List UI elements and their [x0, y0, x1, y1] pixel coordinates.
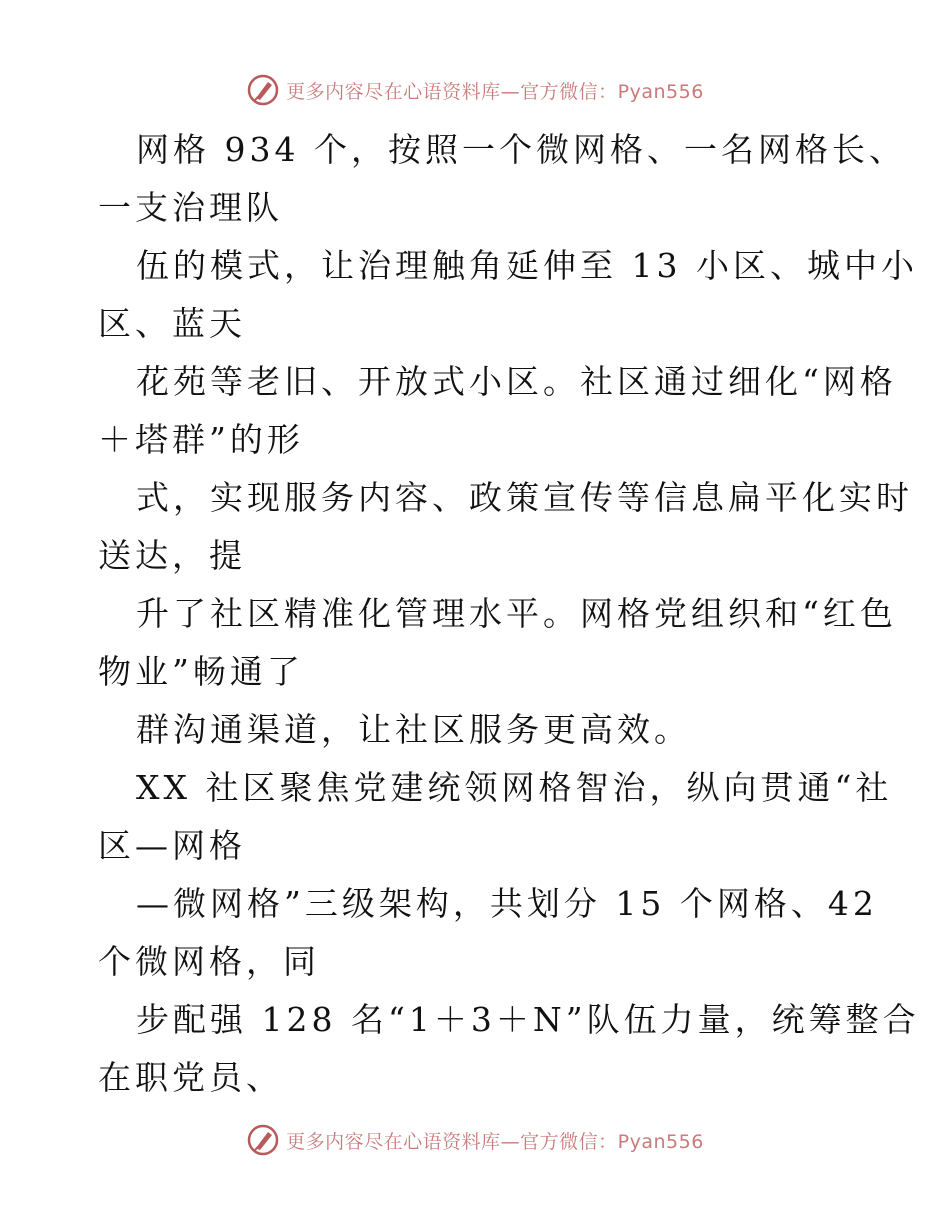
- paragraph-line: 一支治理队: [98, 188, 283, 227]
- paragraph-line: 区—网格: [98, 826, 246, 865]
- quill-pen-logo-icon: [246, 1123, 280, 1157]
- paragraph-line: 花苑等老旧、开放式小区。社区通过细化“网格: [136, 362, 897, 401]
- paragraph-line: ＋塔群”的形: [98, 420, 304, 459]
- paragraph-line: 网格 934 个，按照一个微网格、一名网格长、: [136, 130, 906, 169]
- watermark-text: 更多内容尽在心语资料库—官方微信：Pyan556: [286, 1130, 704, 1153]
- paragraph-line: 在职党员、: [98, 1058, 283, 1097]
- paragraph-line: 步配强 128 名“1＋3＋N”队伍力量，统筹整合: [136, 1000, 920, 1039]
- paragraph-line: 物业”畅通了: [98, 652, 304, 691]
- watermark-text: 更多内容尽在心语资料库—官方微信：Pyan556: [286, 80, 704, 103]
- paragraph-line: 升了社区精准化管理水平。网格党组织和“红色: [136, 594, 897, 633]
- paragraph-line: —微网格”三级架构，共划分 15 个网格、42: [136, 884, 878, 923]
- paragraph-line: 群沟通渠道，让社区服务更高效。: [136, 710, 691, 749]
- footer-watermark-banner: [0, 1120, 950, 1160]
- paragraph-line: 送达，提: [98, 536, 246, 575]
- paragraph-line: 个微网格，同: [98, 942, 320, 981]
- header-watermark-banner: [0, 70, 950, 110]
- paragraph-line: 区、蓝天: [98, 304, 246, 343]
- quill-pen-logo-icon: [246, 73, 280, 107]
- paragraph-line: 伍的模式，让治理触角延伸至 13 小区、城中小: [136, 246, 918, 285]
- paragraph-line: 式，实现服务内容、政策宣传等信息扁平化实时: [136, 478, 913, 517]
- paragraph-line: XX 社区聚焦党建统领网格智治，纵向贯通“社: [136, 768, 893, 807]
